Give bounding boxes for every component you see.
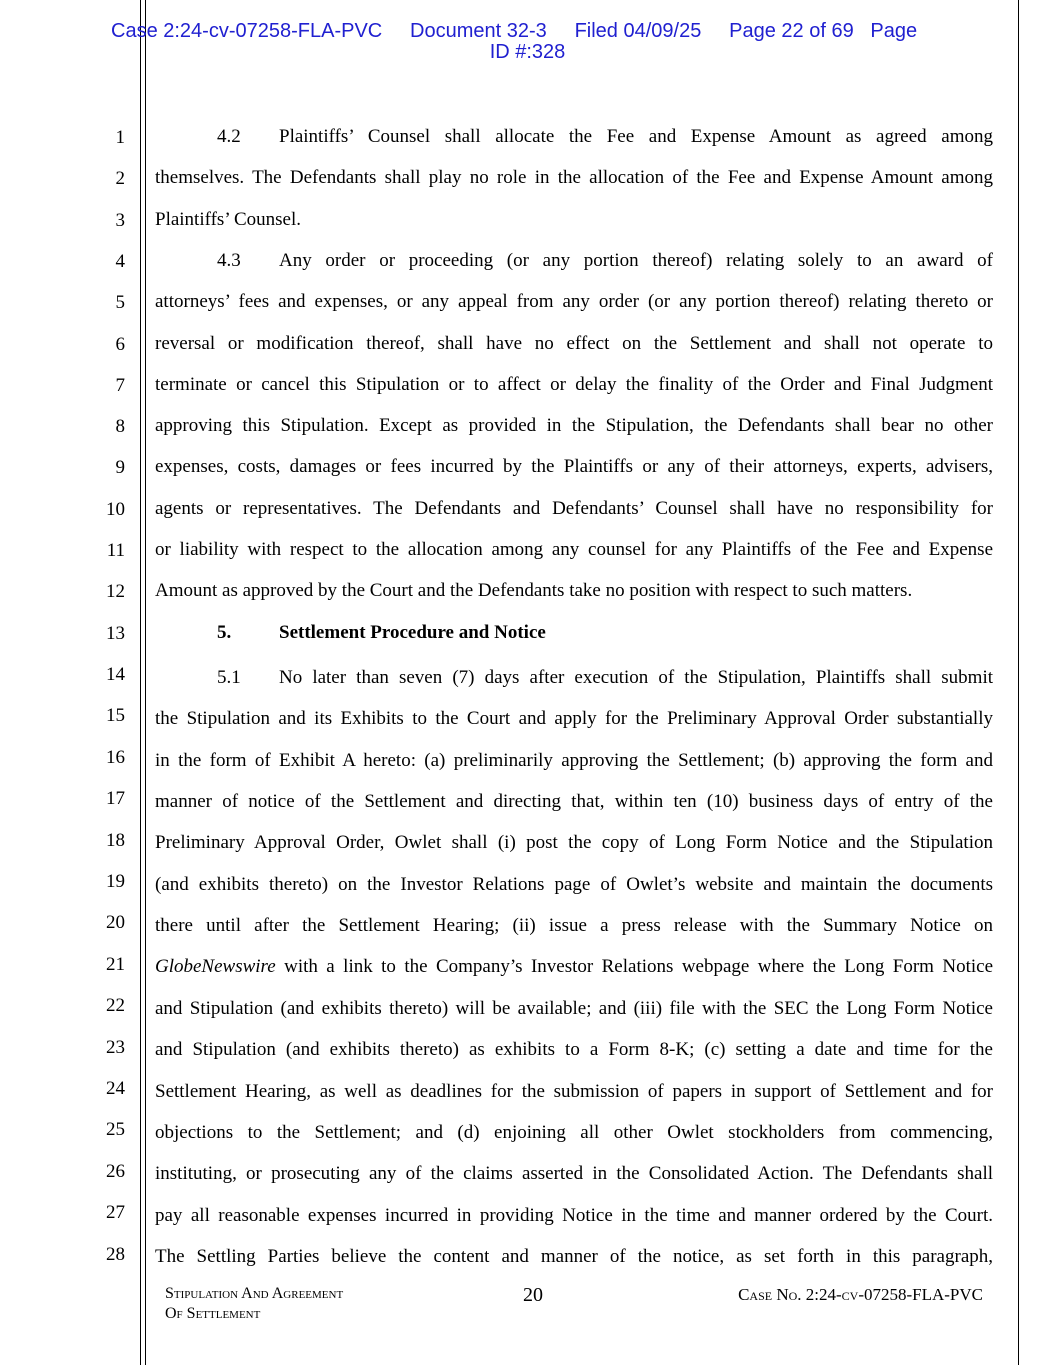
line-text: in the form of Exhibit A hereto: (a) preliminarily approving the Settlement; (b) approving the form and (155, 749, 993, 771)
line-number: 25 (106, 1119, 125, 1141)
left-margin-rule-outer (140, 0, 141, 1365)
line-number: 26 (106, 1160, 125, 1182)
line-text: and Stipulation (and exhibits thereto) will be available; and (iii) file with the SEC the Long Form Notice (155, 997, 993, 1019)
line-number: 10 (106, 498, 125, 520)
line-number: 18 (106, 829, 125, 851)
paragraph-number: 4.2 (217, 126, 241, 147)
text-line (155, 1081, 993, 1103)
line-text: and Stipulation (and exhibits thereto) as exhibits to a Form 8-K; (c) setting a date and time for the (155, 1039, 993, 1061)
text-line (155, 915, 993, 937)
line-text: manner of notice of the Settlement and directing that, within ten (10) business days of entry of the (155, 791, 993, 813)
line-number: 23 (106, 1036, 125, 1058)
text-line (155, 791, 993, 813)
text-line (155, 750, 993, 772)
line-number: 24 (106, 1078, 125, 1099)
line-number: 22 (106, 995, 125, 1017)
text-line (155, 1205, 993, 1227)
text-line (155, 539, 993, 561)
line-number: 20 (106, 912, 125, 934)
text-line (155, 291, 993, 313)
ecf-header (111, 20, 1055, 43)
footer-case-number: Case No. 2:24-cv-07258-FLA-PVC (738, 1285, 983, 1304)
line-text: attorneys’ fees and expenses, or any appeal from any order (or any portion thereof) relating thereto or (155, 291, 993, 313)
line-number: 9 (115, 457, 125, 479)
page-number: 20 (523, 1284, 543, 1306)
text-line (155, 1039, 993, 1061)
line-text: the Stipulation and its Exhibits to the Court and apply for the Preliminary Approval Order substantially (155, 708, 993, 730)
line-text: instituting, or prosecuting any of the claims asserted in the Consolidated Action. The Defendants shall (155, 1163, 993, 1185)
line-text: themselves. The Defendants shall play no role in the allocation of the Fee and Expense Amount among (155, 167, 993, 189)
line-number: 27 (106, 1202, 125, 1224)
line-text: objections to the Settlement; and (d) enjoining all other Owlet stockholders from commencing, (155, 1121, 993, 1143)
line-number: 19 (106, 871, 125, 892)
header-page-id: ID #:328 (489, 41, 566, 63)
text-line (155, 333, 993, 355)
right-margin-rule (1018, 0, 1019, 1365)
section-heading (217, 622, 993, 644)
text-line (155, 167, 993, 189)
line-number: 28 (106, 1243, 125, 1265)
header-case: Case 2:24-cv-07258-FLA-PVC (111, 20, 383, 42)
line-text: expenses, costs, damages or fees incurred by the Plaintiffs or any of their attorneys, experts, advisers, (155, 456, 993, 478)
line-number: 2 (115, 168, 125, 190)
line-text: there until after the Settlement Hearing; (ii) issue a press release with the Summary Notice on (155, 915, 993, 937)
paragraph-number: 4.3 (217, 249, 241, 271)
footer-title-line2: Of Settlement (165, 1305, 261, 1322)
line-text: (and exhibits thereto) on the Investor Relations page of Owlet’s website and maintain the documents (155, 873, 993, 895)
line-number: 15 (106, 705, 125, 727)
line-text: Any order or proceeding (or any portion thereof) relating solely to an award of (279, 249, 993, 271)
line-number: 5 (115, 292, 125, 314)
text-line (155, 832, 993, 854)
line-number: 12 (106, 581, 125, 603)
line-number: 14 (106, 664, 125, 685)
line-text: No later than seven (7) days after execution of the Stipulation, Plaintiffs shall submit (279, 667, 993, 688)
line-number: 8 (115, 416, 125, 438)
text-line (155, 415, 993, 437)
line-number: 3 (115, 209, 125, 231)
line-number: 21 (106, 953, 125, 975)
footer-title-line1: Stipulation And Agreement (165, 1285, 344, 1302)
text-line (155, 1163, 993, 1185)
line-number: 7 (115, 374, 125, 396)
line-number: 6 (115, 333, 125, 355)
paragraph-number: 5.1 (217, 667, 241, 688)
line-text: Plaintiffs’ Counsel. (155, 208, 302, 230)
header-document: Document 32-3 (410, 20, 547, 42)
line-text: The Settling Parties believe the content and manner of the notice, as set forth in this paragraph, (155, 1245, 993, 1267)
text-line (155, 874, 993, 896)
italic-term: GlobeNewswire (155, 956, 276, 978)
line-text: with a link to the Company’s Investor Relations webpage where the Long Form Notice (275, 956, 993, 978)
line-text: reversal or modification thereof, shall have no effect on the Settlement and shall not operate to (155, 332, 993, 354)
line-text: or liability with respect to the allocation among any counsel for any Plaintiffs of the Fee and Expense (155, 539, 993, 560)
text-line (155, 209, 993, 231)
line-number: 1 (115, 127, 125, 148)
text-line (155, 1246, 993, 1268)
line-text: terminate or cancel this Stipulation or to affect or delay the finality of the Order and Final Judgment (155, 373, 993, 395)
text-line (217, 250, 993, 272)
line-text: Settlement Hearing, as well as deadlines for the submission of papers in support of Settlement and for (155, 1080, 993, 1102)
line-number: 13 (106, 622, 125, 644)
text-line (217, 667, 993, 689)
line-text: pay all reasonable expenses incurred in providing Notice in the time and manner ordered by the Court. (155, 1204, 993, 1226)
header-page-id-label: Page (870, 20, 918, 42)
line-text: approving this Stipulation. Except as provided in the Stipulation, the Defendants shall bear no other (155, 415, 993, 437)
line-text: Preliminary Approval Order, Owlet shall (i) post the copy of Long Form Notice and the Stipulation (155, 832, 993, 854)
text-line (155, 456, 993, 478)
line-number: 16 (106, 746, 125, 768)
text-line (155, 708, 993, 730)
text-line (155, 998, 993, 1020)
text-line (155, 498, 993, 520)
paragraph-number: 5. (217, 621, 232, 643)
header-filed: Filed 04/09/25 (574, 20, 702, 42)
line-text: agents or representatives. The Defendants and Defendants’ Counsel shall have no responsibility for (155, 497, 993, 519)
text-line (155, 1122, 993, 1144)
text-line (155, 956, 993, 978)
text-line (217, 126, 993, 148)
line-text: Amount as approved by the Court and the Defendants take no position with respect to such matters. (155, 580, 913, 602)
line-text: Settlement Procedure and Notice (279, 621, 546, 643)
line-number: 17 (106, 788, 125, 810)
text-line (155, 374, 993, 396)
left-margin-rule-inner (145, 0, 146, 1365)
header-page: Page 22 of 69 (729, 20, 854, 42)
line-number: 4 (115, 250, 125, 272)
line-number: 11 (106, 540, 125, 561)
text-line (155, 580, 993, 602)
line-text: Plaintiffs’ Counsel shall allocate the Fee and Expense Amount as agreed among (279, 126, 993, 147)
